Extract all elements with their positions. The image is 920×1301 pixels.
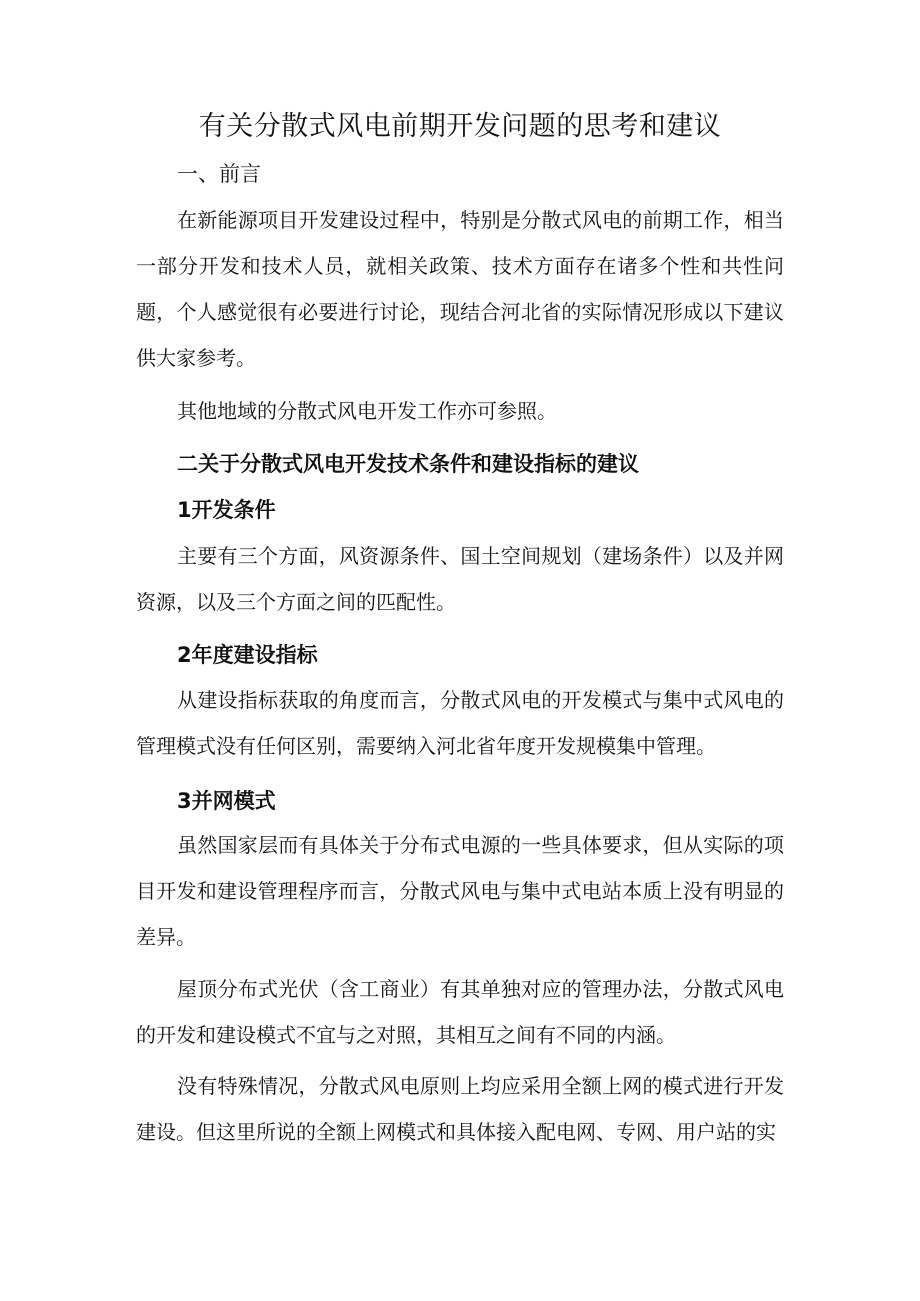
paragraph-grid-connection-1: 虽然国家层而有具体关于分布式电源的一些具体要求，但从实际的项目开发和建设管理程序而言，分散式风电与集中式电站本质上没有明显的差异。	[136, 833, 784, 949]
paragraph-annual-indicators: 从建设指标获取的角度而言，分散式风电的开发模式与集中式风电的管理模式没有任何区别，需要纳入河北省年度开发规模集中管理。	[136, 688, 784, 758]
subsection-heading-development-conditions: 1开发条件	[177, 498, 276, 522]
paragraph-preface-2: 其他地域的分散式风电开发工作亦可参照。	[177, 399, 557, 423]
paragraph-development-conditions: 主要有三个方面，风资源条件、国土空间规划（建场条件）以及并网资源，以及三个方面之间的匹配性。	[136, 544, 784, 614]
section-heading-2: 二关于分散式风电开发技术条件和建设指标的建议	[177, 452, 639, 476]
document-title: 有关分散式风电前期开发问题的思考和建议	[198, 111, 722, 142]
section-heading-preface: 一、前言	[177, 162, 261, 186]
subsection-heading-grid-connection: 3并网模式	[177, 789, 276, 813]
paragraph-preface-1: 在新能源项目开发建设过程中，特别是分散式风电的前期工作，相当一部分开发和技术人员，就相关政策、技术方面存在诸多个性和共性问题，个人感觉很有必要进行讨论，现结合河北省的实际情况形成以下建议供大家参考。	[136, 208, 784, 370]
subsection-heading-annual-indicators: 2年度建设指标	[177, 643, 318, 667]
paragraph-grid-connection-3: 没有特殊情况，分散式风电原则上均应采用全额上网的模式进行开发建设。但这里所说的全额上网模式和具体接入配电网、专网、用户站的实	[136, 1074, 784, 1144]
paragraph-grid-connection-2: 屋顶分布式光伏（含工商业）有其单独对应的管理办法，分散式风电的开发和建设模式不宜与之对照，其相互之间有不同的内涵。	[136, 977, 784, 1047]
